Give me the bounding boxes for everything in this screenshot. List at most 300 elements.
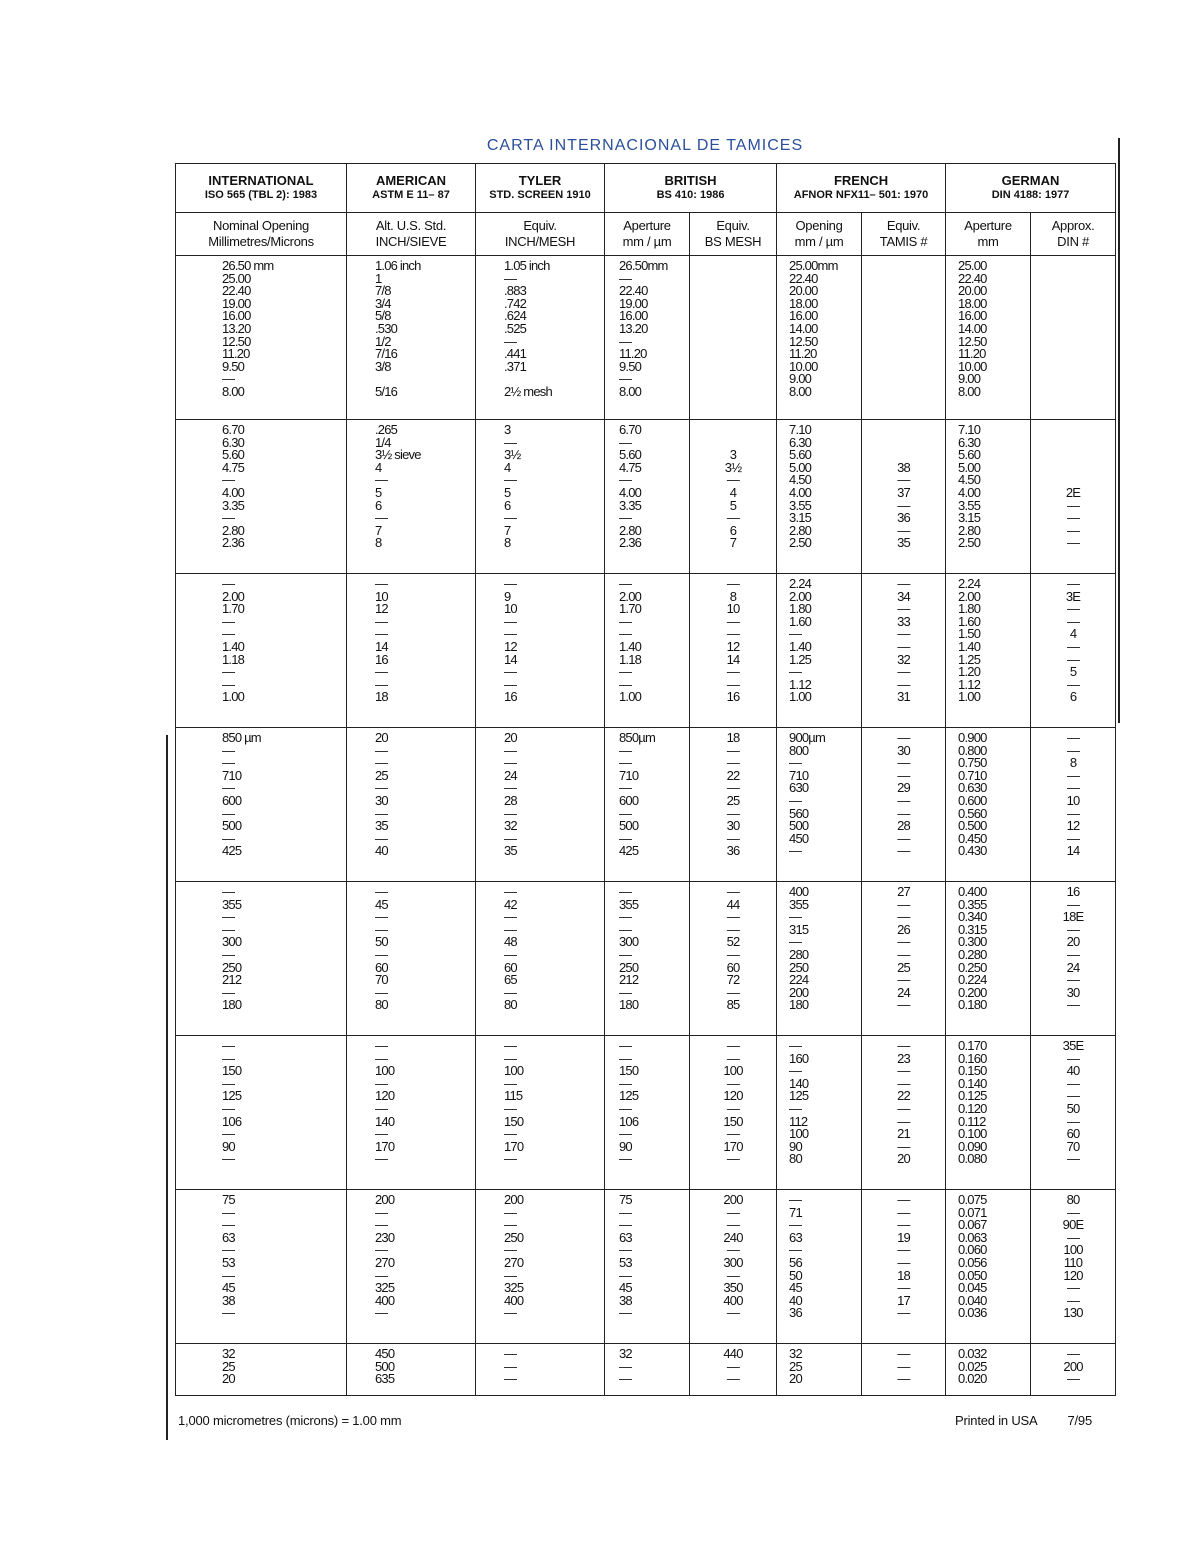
size-column-cell (862, 574, 946, 728)
size-column-cell (347, 574, 476, 728)
size-value (1031, 424, 1115, 437)
size-value: — (504, 434, 517, 450)
size-value: 125 (619, 1088, 639, 1104)
size-column-cell (176, 1344, 347, 1396)
size-value: — (504, 472, 517, 488)
size-value: 1.40 (789, 638, 812, 654)
size-value: 7 (375, 522, 382, 538)
size-value: 25 (726, 792, 740, 808)
size-value: 12.50 (789, 333, 818, 349)
size-column-cell (946, 256, 1031, 420)
size-value: 0.056 (958, 1254, 987, 1270)
size-group (176, 728, 1116, 882)
size-value: — (619, 1038, 632, 1053)
column-subheader (1031, 213, 1116, 256)
size-value: 5/8 (375, 308, 391, 324)
size-value: 90 (222, 1138, 235, 1154)
size-value: 4.50 (789, 472, 812, 488)
size-value: — (1066, 1075, 1080, 1091)
size-value: 14 (375, 638, 388, 654)
size-value: — (619, 1100, 632, 1116)
size-value: 0.600 (958, 792, 987, 808)
size-value: — (897, 1138, 910, 1154)
size-value: 6.30 (789, 434, 812, 450)
size-value: 0.150 (958, 1063, 987, 1079)
size-value: 1.70 (222, 601, 245, 617)
size-value: 14 (504, 651, 517, 667)
size-value: 224 (789, 972, 809, 988)
size-column-cell (176, 728, 347, 882)
size-value: 5.60 (958, 447, 981, 463)
size-value: — (1066, 1280, 1080, 1296)
standard-name: FRENCH (833, 173, 889, 188)
size-column-cell (1031, 1036, 1116, 1190)
size-value: 80 (375, 997, 388, 1013)
size-value: 160 (789, 1050, 809, 1066)
size-value: .441 (504, 346, 527, 362)
standard-name: BRITISH (664, 173, 717, 188)
size-column-cell (862, 728, 946, 882)
size-value: 4.50 (958, 472, 981, 488)
size-value: — (222, 830, 235, 846)
size-value: 0.280 (958, 946, 987, 962)
size-column-cell (476, 1036, 605, 1190)
size-value: — (375, 576, 388, 591)
size-value: — (789, 1100, 802, 1116)
size-value: — (1066, 805, 1080, 821)
size-value: — (222, 921, 235, 937)
size-column-cell (862, 256, 946, 420)
size-value: 80 (504, 997, 517, 1013)
size-value: 12.50 (958, 333, 987, 349)
size-column-cell (862, 1344, 946, 1396)
size-value: 1.18 (222, 651, 245, 667)
size-value: 56 (789, 1254, 802, 1270)
size-value: 0.160 (958, 1050, 987, 1066)
size-value: 250 (222, 959, 242, 975)
size-column-cell (476, 1344, 605, 1396)
size-value: — (375, 984, 388, 1000)
size-value: 9.00 (958, 371, 981, 387)
size-value: 1.25 (789, 651, 812, 667)
size-column-cell (605, 882, 690, 1036)
size-value: 4.75 (222, 459, 245, 475)
scan-edge-right (1118, 138, 1120, 723)
size-column-cell (946, 728, 1031, 882)
size-value: 100 (723, 1063, 743, 1079)
size-value: 2.36 (619, 535, 642, 551)
size-value: 22.40 (958, 270, 987, 286)
size-value: — (897, 1346, 910, 1361)
size-value: 0.900 (958, 730, 987, 745)
size-value: — (504, 1050, 517, 1066)
size-value: 0.400 (958, 884, 987, 899)
size-value: 325 (504, 1280, 524, 1296)
size-value: — (222, 576, 235, 591)
size-value: — (1066, 651, 1080, 667)
size-value: — (1066, 830, 1080, 846)
size-value: 0.050 (958, 1267, 987, 1283)
size-value: — (375, 1075, 388, 1091)
subheader-line: Equiv. (886, 218, 921, 233)
size-value: 200 (723, 1192, 743, 1207)
subheader-line: Nominal Opening (213, 218, 309, 233)
size-column-cell (1031, 420, 1116, 574)
size-value: — (222, 1075, 235, 1091)
size-value: 2.80 (222, 522, 245, 538)
size-value: 2E (1065, 484, 1081, 500)
size-value: — (222, 510, 235, 526)
size-value: 85 (726, 997, 740, 1013)
size-value: 0.180 (958, 997, 987, 1013)
size-value: 250 (504, 1229, 524, 1245)
size-value: — (897, 1254, 910, 1270)
size-value: — (897, 1063, 910, 1079)
size-value: 1.05 inch (504, 258, 550, 273)
size-value: 120 (1063, 1267, 1083, 1283)
size-value: 8 (504, 535, 511, 551)
size-value: 10 (1066, 792, 1080, 808)
size-value: 1.80 (789, 601, 812, 617)
size-value: 2.00 (619, 588, 642, 604)
size-value: 400 (723, 1292, 743, 1308)
size-value: 350 (723, 1280, 743, 1296)
column-subheader (690, 213, 777, 256)
size-column-cell (347, 882, 476, 1036)
size-value: 300 (619, 934, 639, 950)
size-value: 19.00 (222, 295, 251, 311)
size-column-cell (690, 420, 777, 574)
size-value: — (1066, 601, 1080, 617)
size-value: 80 (1066, 1192, 1080, 1207)
size-value: 5.00 (789, 459, 812, 475)
size-column-cell (946, 420, 1031, 574)
size-value: — (504, 1100, 517, 1116)
size-value: — (222, 1151, 235, 1167)
size-value: — (897, 497, 910, 513)
size-value: 2.00 (958, 588, 981, 604)
size-value: — (619, 676, 632, 692)
size-value: 30 (1066, 984, 1080, 1000)
size-column-cell (946, 574, 1031, 728)
size-value: 140 (789, 1075, 809, 1091)
size-value: 0.170 (958, 1038, 987, 1053)
size-value: 6 (729, 522, 737, 538)
size-value: — (504, 830, 517, 846)
size-value: — (619, 1075, 632, 1091)
size-value: 16.00 (222, 308, 251, 324)
size-value: — (897, 997, 910, 1013)
size-value: — (504, 1038, 517, 1053)
size-value: 9.00 (789, 371, 812, 387)
size-value: 29 (897, 780, 910, 796)
size-value: — (726, 780, 740, 796)
size-column-cell (347, 256, 476, 420)
size-value: — (726, 909, 740, 925)
column-subheader (605, 213, 690, 256)
column-subheader (347, 213, 476, 256)
size-column-cell (1031, 256, 1116, 420)
standard-reference: ISO 565 (TBL 2): 1983 (204, 189, 318, 201)
size-value: — (1066, 896, 1080, 912)
size-value: 1.70 (619, 601, 642, 617)
size-value: — (375, 1151, 388, 1167)
size-column-cell (777, 256, 862, 420)
size-value: 34 (897, 588, 910, 604)
size-value: — (504, 780, 517, 796)
size-column-cell (1031, 1344, 1116, 1396)
size-value: 25.00mm (789, 258, 838, 273)
size-value: 60 (1066, 1126, 1080, 1142)
size-value: 0.075 (958, 1192, 987, 1207)
size-value: 26.50mm (619, 258, 668, 273)
size-value: — (726, 626, 740, 642)
size-value: 40 (1066, 1063, 1080, 1079)
size-value: 3.15 (958, 510, 981, 526)
size-value: 0.040 (958, 1292, 987, 1308)
size-value: — (619, 1217, 632, 1233)
size-value: 25.00 (958, 258, 987, 273)
sieve-table-body (176, 256, 1116, 1396)
standard-reference: ASTM E 11– 87 (372, 189, 450, 201)
size-value: 0.120 (958, 1100, 987, 1116)
size-value: — (619, 830, 632, 846)
size-value: 12 (1066, 818, 1080, 834)
size-value: — (222, 805, 235, 821)
size-value: 0.063 (958, 1229, 987, 1245)
size-column-cell (605, 420, 690, 574)
size-value: 45 (375, 896, 388, 912)
size-value: 7.10 (789, 422, 812, 437)
size-value: 20 (375, 730, 388, 745)
size-value: 25 (375, 767, 388, 783)
size-value: 4.00 (958, 484, 981, 500)
size-value: 600 (619, 792, 639, 808)
size-value: 212 (619, 972, 639, 988)
size-value: — (619, 434, 632, 450)
size-value: 3/8 (375, 358, 391, 374)
size-value: 30 (897, 742, 910, 758)
size-value: — (375, 1050, 388, 1066)
size-group (176, 882, 1116, 1036)
size-value: — (726, 1358, 740, 1374)
size-value: 12.50 (222, 333, 251, 349)
size-group (176, 1190, 1116, 1344)
size-column-cell (690, 1036, 777, 1190)
size-value: — (619, 626, 632, 642)
size-column-cell (347, 420, 476, 574)
size-value: 12 (375, 601, 388, 617)
size-column-cell (1031, 574, 1116, 728)
size-value: — (619, 613, 632, 629)
subheader-line: Approx. (1051, 218, 1095, 233)
size-value: — (504, 946, 517, 962)
size-value: — (789, 1063, 802, 1079)
size-value: 3½ sieve (375, 447, 421, 463)
size-column-cell (690, 728, 777, 882)
size-value: 18.00 (958, 295, 987, 311)
size-value: 5 (1069, 664, 1077, 680)
size-value: 11.20 (222, 346, 250, 362)
size-value: 1.00 (619, 689, 642, 705)
size-value: 20.00 (958, 283, 987, 299)
size-value: 8 (1069, 755, 1077, 771)
size-value: 710 (789, 767, 809, 783)
size-value: — (375, 613, 388, 629)
size-value: 0.560 (958, 805, 987, 821)
subheader-line: mm / µm (622, 234, 672, 249)
size-value: — (1066, 1371, 1080, 1387)
size-value: 1/4 (375, 434, 391, 450)
size-value: 25 (897, 959, 910, 975)
size-value: — (375, 780, 388, 796)
size-value: — (897, 1217, 910, 1233)
size-value: 240 (723, 1229, 743, 1245)
size-value: — (897, 1358, 910, 1374)
size-value: 65 (504, 972, 517, 988)
size-value: 90 (619, 1138, 632, 1154)
size-value: 35 (897, 535, 910, 551)
standard-name: TYLER (518, 173, 562, 188)
size-value: 4 (1069, 626, 1077, 642)
size-column-cell (605, 574, 690, 728)
size-value: — (504, 984, 517, 1000)
size-value: 1.25 (958, 651, 981, 667)
size-value: — (897, 601, 910, 617)
size-value: 3 (504, 422, 511, 437)
size-value: 18E (1062, 909, 1084, 925)
size-value: — (222, 371, 235, 387)
size-value: 300 (723, 1254, 743, 1270)
size-value: 450 (375, 1346, 395, 1361)
subheader-line: Equiv. (716, 218, 750, 233)
size-value: 270 (504, 1254, 524, 1270)
size-value: — (726, 1217, 740, 1233)
size-column-cell (176, 256, 347, 420)
size-value: — (726, 984, 740, 1000)
sieve-table (175, 163, 1116, 1396)
standard-reference: AFNOR NFX11– 501: 1970 (793, 189, 929, 201)
size-value: 45 (222, 1280, 235, 1296)
size-value: — (222, 1100, 235, 1116)
size-value: 325 (375, 1280, 395, 1296)
size-value: 100 (375, 1063, 395, 1079)
size-value: — (619, 984, 632, 1000)
size-value: — (222, 884, 235, 899)
size-value: — (897, 576, 910, 591)
size-value: — (897, 755, 910, 771)
size-value: 1.00 (222, 689, 245, 705)
size-value: 20 (222, 1371, 235, 1387)
size-value: — (619, 755, 632, 771)
size-value: 355 (222, 896, 242, 912)
size-value: — (726, 1050, 740, 1066)
size-value: 1.80 (958, 601, 981, 617)
size-value: 1.50 (958, 626, 981, 642)
standard-header-row (176, 164, 1116, 213)
size-value: 0.067 (958, 1217, 987, 1233)
size-value: 800 (789, 742, 809, 758)
size-value: 3½ (504, 447, 521, 463)
size-value: 33 (897, 613, 910, 629)
size-value: 28 (504, 792, 517, 808)
size-value: 50 (375, 934, 388, 950)
size-value: 450 (789, 830, 809, 846)
size-column-cell (605, 1344, 690, 1396)
size-value: — (1066, 1292, 1080, 1308)
size-value: 17 (897, 1292, 910, 1308)
size-value: .624 (504, 308, 527, 324)
size-value: — (375, 472, 388, 488)
size-value: — (619, 909, 632, 925)
size-value: 14 (1066, 843, 1080, 859)
size-column-cell (605, 1190, 690, 1344)
size-value: 425 (222, 843, 242, 859)
size-value: 4 (504, 459, 511, 475)
size-value: — (897, 626, 910, 642)
size-value: 280 (789, 946, 809, 962)
size-value: 170 (375, 1138, 395, 1154)
size-value: — (222, 1305, 235, 1321)
size-value: 850µm (619, 730, 656, 745)
size-value: 80 (789, 1151, 802, 1167)
size-value (690, 424, 776, 437)
size-value: — (222, 984, 235, 1000)
size-value: 27 (897, 884, 910, 899)
size-value: — (222, 472, 235, 488)
size-value: 10.00 (958, 358, 987, 374)
size-value: 5.60 (789, 447, 812, 463)
size-value: 9.50 (619, 358, 642, 374)
size-column-cell (176, 1190, 347, 1344)
size-value: 60 (726, 959, 740, 975)
size-value: 20 (504, 730, 517, 745)
size-value: 20 (789, 1371, 802, 1387)
size-value: — (897, 522, 910, 538)
size-value: 710 (619, 767, 639, 783)
size-value: 22 (897, 1088, 910, 1104)
size-value: 8 (729, 588, 737, 604)
size-column-cell (946, 1344, 1031, 1396)
size-value: .742 (504, 295, 527, 311)
size-value: — (504, 1242, 517, 1258)
size-value: 25.00 (222, 270, 251, 286)
size-value: — (375, 921, 388, 937)
size-value: 0.100 (958, 1126, 987, 1142)
size-value: .265 (375, 422, 398, 437)
size-value: 250 (789, 959, 809, 975)
size-value: 19.00 (619, 295, 648, 311)
size-value: — (222, 1267, 235, 1283)
size-value: 90 (789, 1138, 802, 1154)
size-value: — (619, 472, 632, 488)
subheader-line: mm (977, 234, 999, 249)
size-value: — (789, 1217, 802, 1233)
size-column-cell (347, 1190, 476, 1344)
size-value: 63 (222, 1229, 235, 1245)
size-value: — (375, 742, 388, 758)
size-value: 36 (726, 843, 740, 859)
size-value: 10 (726, 601, 740, 617)
size-value: — (897, 1280, 910, 1296)
subheader-line: Opening (795, 218, 843, 233)
size-value: — (789, 1242, 802, 1258)
size-value: 24 (897, 984, 910, 1000)
size-value: — (897, 1100, 910, 1116)
size-value: 36 (897, 510, 910, 526)
standard-header (605, 164, 777, 213)
size-value: 11.20 (958, 346, 986, 362)
